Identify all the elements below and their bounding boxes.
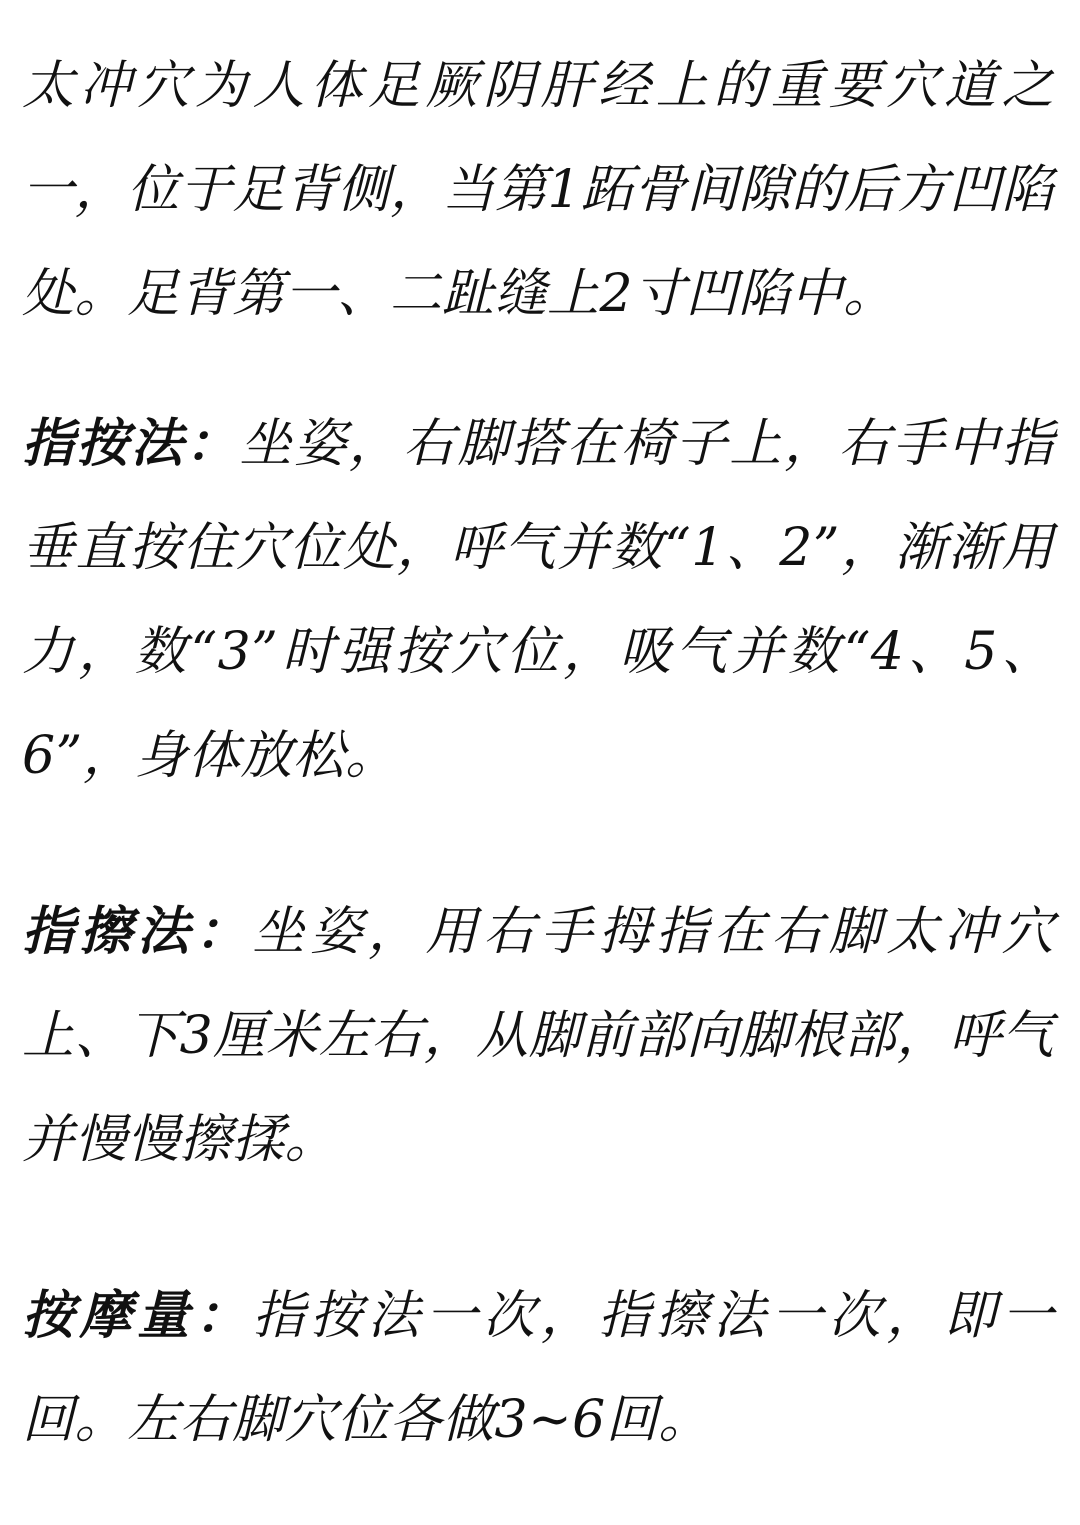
paragraph-finger-press bbox=[22, 392, 1054, 808]
paragraph-text: 坐姿，用右手拇指在右脚太冲穴上、下3厘米左右，从脚前部向脚根部，呼气并慢慢擦揉。 bbox=[22, 902, 1054, 1170]
paragraph-lead: 指按法： bbox=[22, 413, 240, 474]
paragraph-lead: 按摩量： bbox=[22, 1285, 253, 1346]
paragraph-text: 指按法一次，指擦法一次，即一回。左右脚穴位各做3~6回。 bbox=[22, 1286, 1054, 1450]
paragraph-finger-rub bbox=[22, 880, 1054, 1192]
paragraph-lead: 指擦法： bbox=[22, 901, 253, 962]
paragraph-massage-amount bbox=[22, 1264, 1054, 1472]
paragraph-text: 太冲穴为人体足厥阴肝经上的重要穴道之一，位于足背侧，当第1跖骨间隙的后方凹陷处。足背第一、二趾缝上2寸凹陷中。 bbox=[22, 56, 1054, 324]
paragraph-location bbox=[22, 34, 1054, 346]
paragraph-text: 坐姿，右脚搭在椅子上，右手中指垂直按住穴位处，呼气并数“1、2”，渐渐用力，数“3”时强按穴位，吸气并数“4、5、6”，身体放松。 bbox=[22, 414, 1054, 786]
